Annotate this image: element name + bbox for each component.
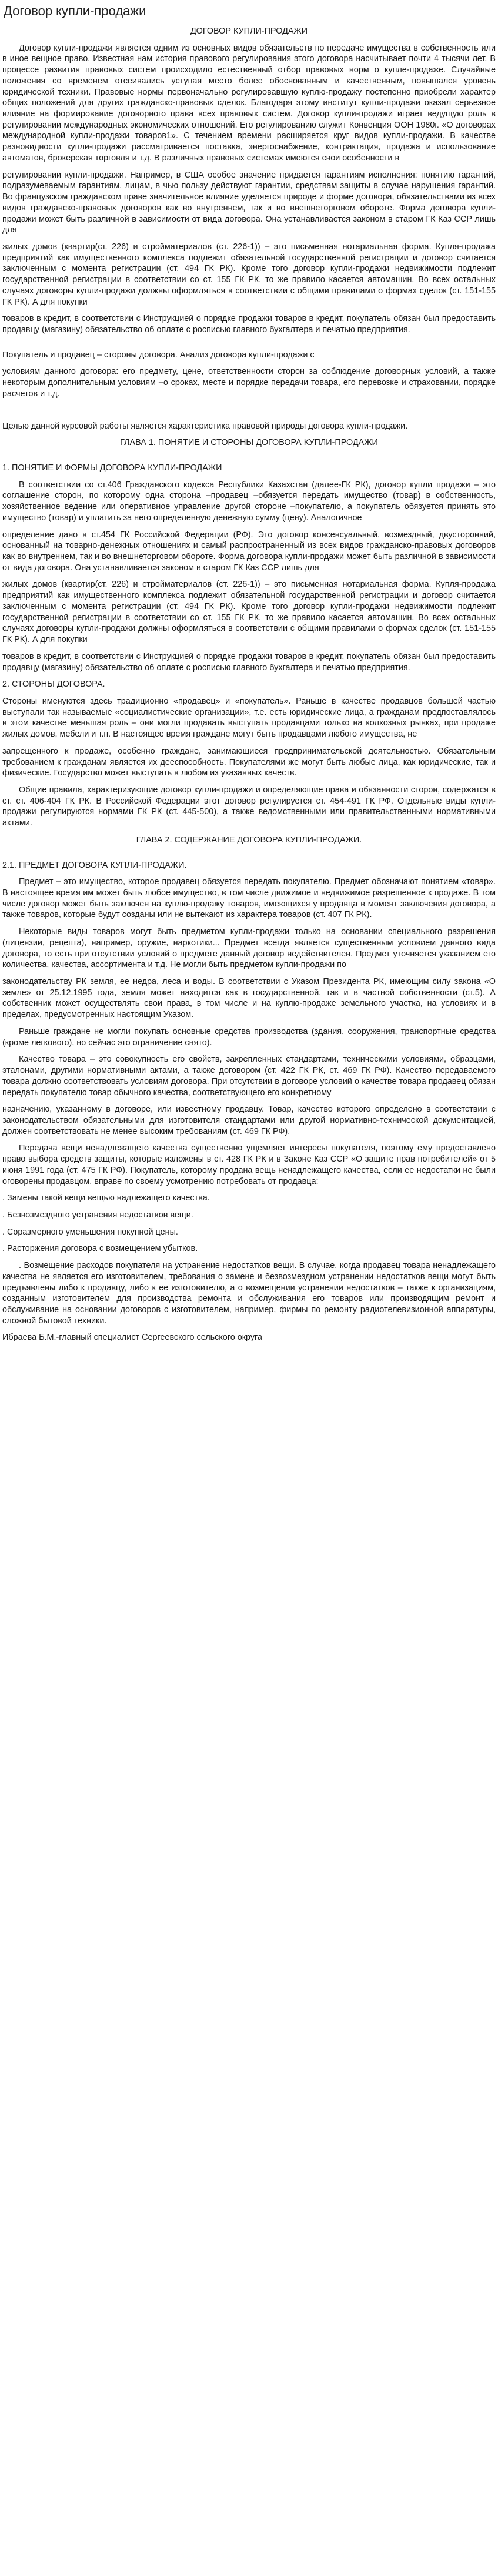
paragraph: Договор купли-продажи является одним из основных видов обязательств по передаче имущества в собственность или в иное вещное право. Известная нам история правового регулирования этого договора насчитывает почти 4 тысячи лет. В процессе развития правовых систем происходило естественный отбор правовых норм о купле-продаже. Случайные положения со временем отсеивались уступая место более обоснованным и качественным, повышался уровень юридической техники. Правовые нормы первоначально регулировавшую куплю-продажу постепенно приобрели характер общих положений для других гражданско-правовых сделок. Благодаря этому институт купли-продажи оказал серьезное влияние на формирование договорного права всех правовых систем. Договор купли-продажи играет ведущую роль в регулировании международных экономических отношений. Его регулированию служит Конвенция ООН 1980г. «О договорах международной купли-продажи товаров1». С течением времени расширяется круг видов купли-продажи. В качестве разновидности купли-продажи рассматривается поставка, энергоснабжение, контрактация, продажа и использование автоматов, брокерская торговля и т.д. В различных правовых системах имеются свои особенности в: [2, 43, 496, 163]
paragraph: ДОГОВОР КУПЛИ-ПРОДАЖИ: [190, 26, 308, 36]
paragraph: жилых домов (квартир(ст. 226) и стройматериалов (ст. 226-1)) – это письменная нотариальная форма. Купля-продажа предприятий как имущественного комплекса подлежит обязательной государственной регистрации и договор считается заключенным с момента регистрации (ст. 494 ГК РК). Кроме того договор купли-продажи недвижимости подлежит государственной регистрации в соответствии со ст. 155 ГК РК, то же правило касается автомашин. Во всех остальных случаях договоры купли-продажи должны оформляться в соответствии с общими правилами о формах сделок (ст. 151-155 ГК РК). А для покупки: [2, 242, 496, 307]
spacer: [2, 342, 496, 350]
page-title: Договор купли-продажи: [4, 4, 146, 18]
paragraph: ГЛАВА 2. СОДЕРЖАНИЕ ДОГОВОРА КУПЛИ-ПРОДАЖИ.: [136, 835, 362, 845]
paragraph: ГЛАВА 1. ПОНЯТИЕ И СТОРОНЫ ДОГОВОРА КУПЛИ-ПРОДАЖИ: [120, 438, 378, 448]
spacer: [2, 406, 496, 421]
paragraph: определение дано в ст.454 ГК Российской Федерации (РФ). Это договор консенсуальный, возмездный, двусторонний, основанный на товарно-денежных отношениях и самый распространенный из всех видов гражданско-правовых договоров как во внутреннем, так и во внешнеторговом обороте. Форма договора купли-продажи может быть различной в зависимости от вида договора. Она устанавливается законом в старом ГК Каз ССР лишь для: [2, 530, 496, 573]
paragraph: Качество товара – это совокупность его свойств, закрепленных стандартами, техническими условиями, образцами, эталонами, другими нормативными актами, а также договором (ст. 422 ГК РК, ст. 469 ГК РФ). Качество передаваемого товара должно соответствовать условиям договора. При отсутствии в договоре условий о качестве товара продавец обязан передать покупателю товар обычного качества, соответствующего его конкретному: [2, 1055, 496, 1098]
paragraph: Раньше граждане не могли покупать основные средства производства (здания, сооружения, транспортные средства (кроме легкового), но сейчас это ограничение снято).: [2, 1026, 496, 1048]
document-body: [2, 26, 496, 1343]
paragraph: регулировании купли-продажи. Например, в США особое значение придается гарантиям исполнения: понятию гарантий, подразумеваемым гарантиям, лицам, в чью пользу действуют гарантии, средствам защиты в случае нарушения гарантий. Во французском гражданском праве значительное влияние уделяется природе и форме договора, обязательствами из всех видов гражданско-правовых договоров как во внутреннем, так и во внешнеторговом обороте. Форма договора купли-продажи может быть различной в зависимости от вида договора. Она устанавливается законом в старом ГК Каз ССР лишь для: [2, 170, 496, 235]
spacer: [2, 852, 496, 860]
paragraph: законодательству РК земля, ее недра, леса и воды. В соответствии с Указом Президента РК, имеющим силу закона «О земле» от 25.12.1995 года, земля может находится как в государственной, так и в частной собственности (ст.5). А собственник может осуществлять свои права, в том числе и на куплю-продаже земельного участка, на условиях и в пределах, предусмотренных настоящим Указом.: [2, 977, 496, 1020]
paragraph: запрещенного к продаже, особенно граждане, занимающиеся предпринимательской деятельностью. Обязательным требованием к гражданам является их дееспособность. Покупателями же могут быть любые лица, как юридические, так и физические. Государство может выступать в любом из указанных качеств.: [2, 746, 496, 778]
paragraph: . Соразмерного уменьшения покупной цены.: [2, 1227, 178, 1237]
paragraph: . Безвозмездного устранения недостатков вещи.: [2, 1210, 193, 1220]
paragraph: 1. ПОНЯТИЕ И ФОРМЫ ДОГОВОРА КУПЛИ-ПРОДАЖИ: [2, 463, 222, 473]
paragraph: . Возмещение расходов покупателя на устранение недостатков вещи. В случае, когда продавец товара ненадлежащего качества не является его изготовителем, требования о замене и безвозмездном устранении недостатков вещи могут быть предъявлены либо к продавцу, либо к ее изготовителю, а о возмещении устранении недостатков – также к организациям, созданным изготовителем для производства ремонта и обслуживания его товаров или производящим ремонт и обслуживание на основании договоров с изготовителем, например, фирмы по ремонту радиотелевизионной аппаратуры, сложной бытовой техники.: [2, 1261, 496, 1326]
paragraph: Покупатель и продавец – стороны договора. Анализ договора купли-продажи с: [2, 350, 315, 360]
paragraph: товаров в кредит, в соответствии с Инструкцией о порядке продажи товаров в кредит, покупатель обязан был предоставить продавцу (магазину) обязательство об оплате с росписью главного бухгалтера и печатью предприятия.: [2, 651, 496, 673]
paragraph: Стороны именуются здесь традиционно «продавец» и «покупатель». Раньше в качестве продавцов большей частью выступали так называемые «социалистические организации», т.е. есть юридические лица, а гражданам предпоставлялось в этом качестве меньшая роль – они могли продавать выступать продавцами только на колхозных рынках, при продаже жилых домов, мебели и т.п. В настоящее время граждане могут быть продавцами любого имущества, не: [2, 696, 496, 740]
paragraph: Предмет – это имущество, которое продавец обязуется передать покупателю. Предмет обозначают понятием «товар». В настоящее время им может быть любое имущество, в том числе движимое и недвижимое разрешенное к продаже. В том числе договор может быть заключен на куплю-продажу товаров, имеющихся у продавца в момент заключения договора, а также товаров, которые будут созданы или не вытекают из характера товаров (ст. 407 ГК РК).: [2, 877, 496, 920]
author-signature: Ибраева Б.М.-главный специалист Сергеевского сельского округа: [2, 1333, 262, 1343]
spacer: [2, 454, 496, 463]
paragraph: условиям данного договора: его предмету, цене, ответственности сторон за соблюдение договорных условий, а также некоторым дополнительным условиям –о сроках, месте и порядке передачи товара, его перевозке и страховании, порядке расчетов и т.д.: [2, 367, 496, 399]
paragraph: В соответствии со ст.406 Гражданского кодекса Республики Казахстан (далее-ГК РК), договор купли продажи – это соглашение сторон, по которому одна сторона –продавец –обязуется передать имущество (товар) в собственность, хозяйственное ведение или оперативное управление другой стороне –покупателю, а покупатель обязуется принять это имущество (товар) и уплатить за него определенную денежную сумму (цену). Аналогичное: [2, 480, 496, 523]
paragraph: Целью данной курсовой работы является характеристика правовой природы договора купли-продажи.: [2, 421, 408, 431]
paragraph: назначению, указанному в договоре, или известному продавцу. Товар, качество которого определено в соответствии с законодательством обязательными для изготовителя стандартами или другой нормативно-технической документацией, должен соответствовать не менее высоким требованиям (ст. 469 ГК РФ).: [2, 1105, 496, 1136]
paragraph: 2.1. ПРЕДМЕТ ДОГОВОРА КУПЛИ-ПРОДАЖИ.: [2, 860, 187, 870]
paragraph: жилых домов (квартир(ст. 226) и стройматериалов (ст. 226-1)) – это письменная нотариальная форма. Купля-продажа предприятий как имущественного комплекса подлежит обязательной государственной регистрации и договор считается заключенным с момента регистрации (ст. 494 ГК РК). Кроме того договор купли-продажи недвижимости подлежит государственной регистрации в соответствии со ст. 155 ГК РК, то же правило касается автомашин. Во всех остальных случаях договоры купли-продажи должны оформляться в соответствии с общими правилами о формах сделок (ст. 151-155 ГК РК). А для покупки: [2, 580, 496, 645]
paragraph: Некоторые виды товаров могут быть предметом купли-продажи только на основании специального разрешения (лицензии, рецепта), например, оружие, наркотики... Предмет всегда является существенным условием данного вида договора, то есть при отсутствии условий о предмете данный договор недействителен. Предмет уточняется указанием его количества, качества, ассортимента и т.д. Не могли быть предметом купли-продажи по: [2, 927, 496, 970]
paragraph: . Замены такой вещи вещью надлежащего качества.: [2, 1193, 210, 1203]
paragraph: Общие правила, характеризующие договор купли-продажи и определяющие права и обязанности сторон, содержатся в ст. ст. 406-404 ГК РК. В Российской Федерации этот договор регулируется ст. 454-491 ГК РФ. Отдельные виды купли-продажи регулируются нормами ГК РК (ст. 445-500), а также ведомственными или правительственными нормативными актами.: [2, 785, 496, 828]
paragraph: Передача вещи ненадлежащего качества существенно ущемляет интересы покупателя, поэтому ему предоставлено право выбора средств защиты, которые изложены в ст. 428 ГК РК и в Законе Каз ССР «О защите прав потребителей» от 5 июня 1991 года (ст. 475 ГК РФ). Покупатель, которому продана вещь ненадлежащего качества, если ее недостатки не были оговорены продавцом, вправе по своему усмотрению потребовать от продавца:: [2, 1143, 496, 1186]
paragraph: товаров в кредит, в соответствии с Инструкцией о порядке продажи товаров в кредит, покупатель обязан был предоставить продавцу (магазину) обязательство об оплате с росписью главного бухгалтера и печатью предприятия.: [2, 314, 496, 334]
paragraph: 2. СТОРОНЫ ДОГОВОРА.: [2, 680, 105, 690]
paragraph: . Расторжения договора с возмещением убытков.: [2, 1244, 198, 1254]
